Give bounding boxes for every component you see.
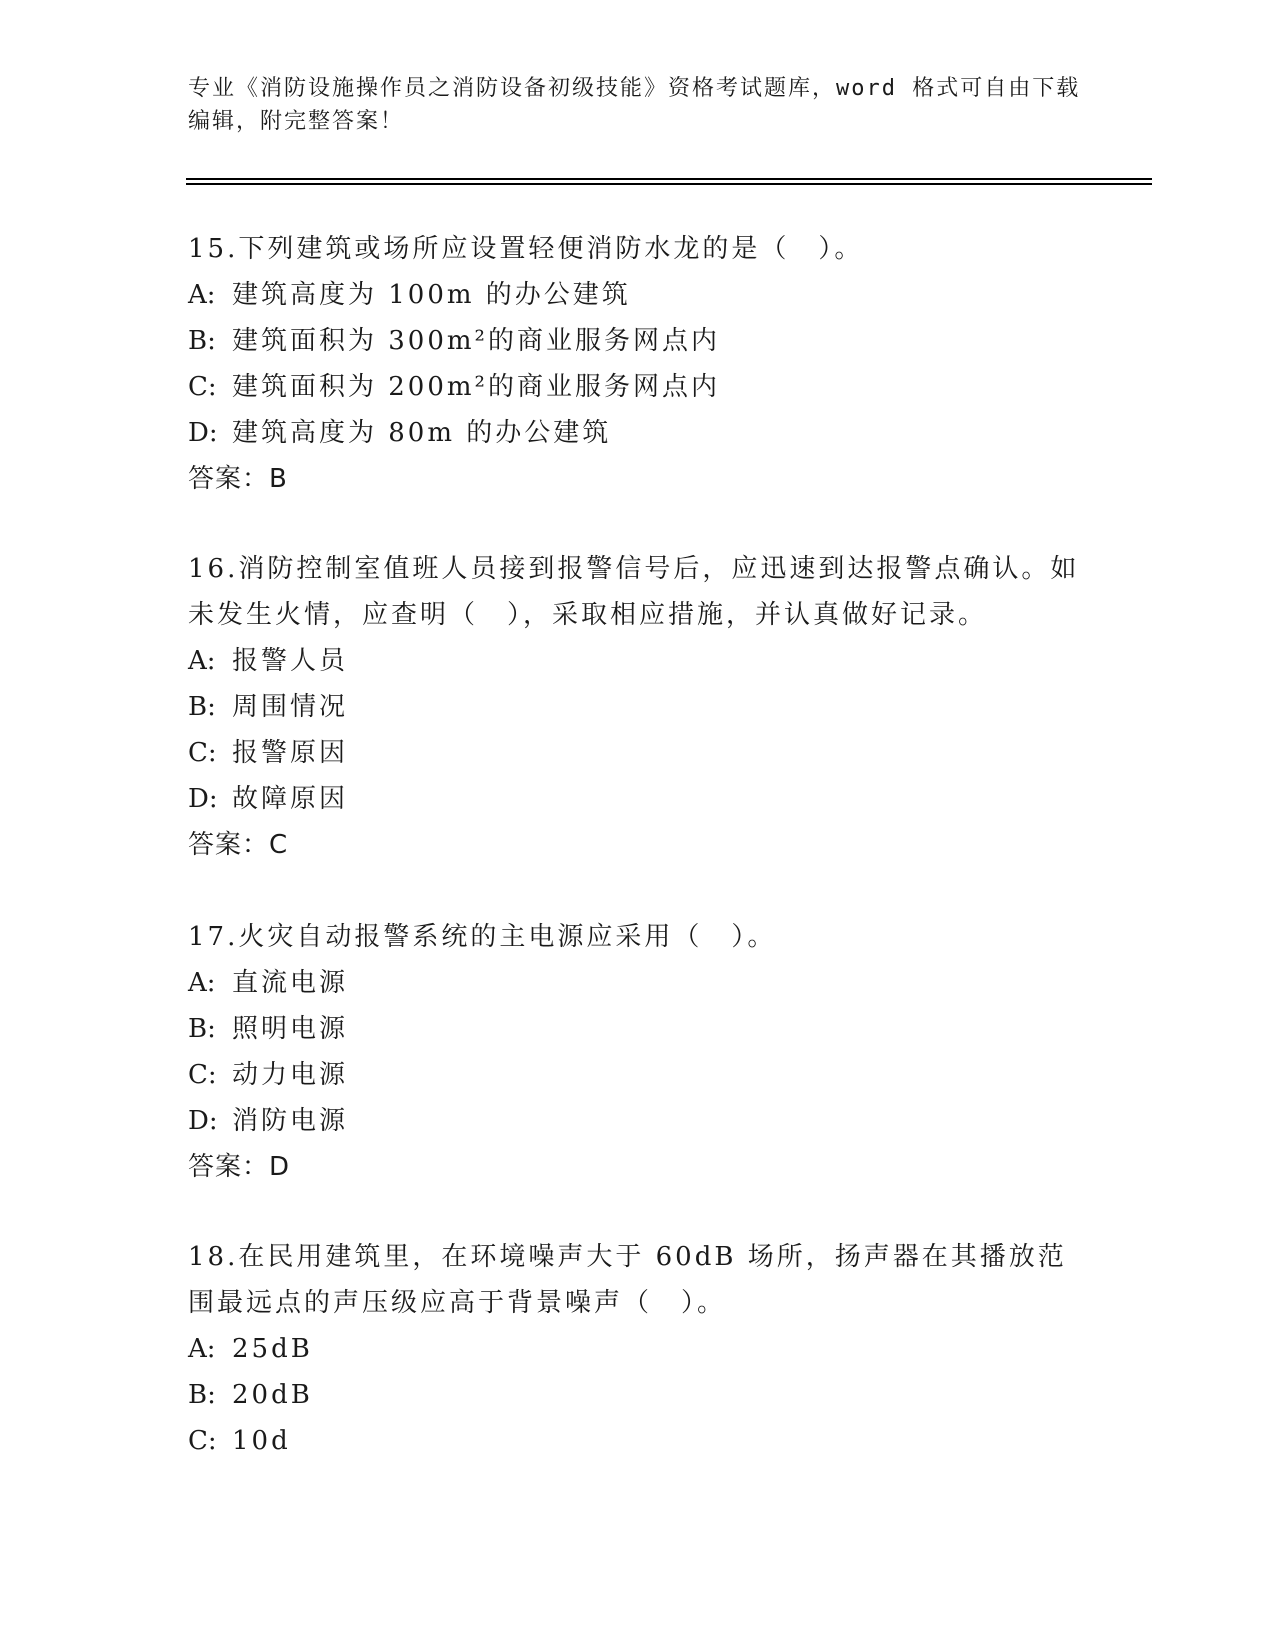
option-key: D:	[188, 1106, 218, 1136]
option-b	[188, 684, 1088, 730]
option-key: B:	[188, 692, 216, 722]
option-d	[188, 410, 1088, 456]
answer-label: 答案：D	[188, 1152, 291, 1182]
question-17	[188, 914, 1088, 1190]
question-16	[188, 546, 1088, 868]
option-key: C:	[188, 372, 217, 402]
option-key: C:	[188, 1426, 217, 1456]
option-key: A:	[188, 968, 216, 998]
option-text: 建筑高度为 80m 的办公建筑	[232, 418, 612, 448]
question-stem: 18.在民用建筑里，在环境噪声大于 60dB 场所，扬声器在其播放范围最远点的声压级应高于背景噪声（ ）。	[188, 1242, 1067, 1318]
option-key: B:	[188, 326, 216, 356]
option-b	[188, 318, 1088, 364]
answer-label: 答案：B	[188, 464, 288, 494]
question-18	[188, 1234, 1088, 1464]
option-key: A:	[188, 646, 216, 676]
option-c	[188, 1418, 1088, 1464]
option-c	[188, 364, 1088, 410]
option-text: 建筑高度为 100m 的办公建筑	[232, 280, 631, 310]
option-a	[188, 1326, 1088, 1372]
question-stem: 16.消防控制室值班人员接到报警信号后，应迅速到达报警点确认。如未发生火情，应查明（ ），采取相应措施，并认真做好记录。	[188, 554, 1080, 630]
option-text: 动力电源	[232, 1060, 349, 1090]
question-stem: 15.下列建筑或场所应设置轻便消防水龙的是（ ）。	[188, 234, 864, 264]
option-b	[188, 1006, 1088, 1052]
option-key: A:	[188, 280, 216, 310]
option-text: 25dB	[232, 1334, 313, 1364]
option-b	[188, 1372, 1088, 1418]
option-text: 20dB	[232, 1380, 313, 1410]
option-a	[188, 638, 1088, 684]
header-divider-top	[186, 178, 1152, 180]
option-text: 建筑面积为 200m²的商业服务网点内	[232, 372, 720, 402]
option-key: C:	[188, 738, 217, 768]
option-text: 照明电源	[232, 1014, 349, 1044]
option-c	[188, 730, 1088, 776]
option-c	[188, 1052, 1088, 1098]
option-text: 故障原因	[232, 784, 349, 814]
option-text: 消防电源	[232, 1106, 349, 1136]
option-key: D:	[188, 784, 218, 814]
option-text: 报警原因	[232, 738, 349, 768]
option-key: D:	[188, 418, 218, 448]
option-text: 10d	[232, 1426, 291, 1456]
option-key: B:	[188, 1014, 216, 1044]
document-header: 专业《消防设施操作员之消防设备初级技能》资格考试题库，word 格式可自由下载编辑，附完整答案！	[188, 76, 1081, 134]
option-d	[188, 1098, 1088, 1144]
option-a	[188, 272, 1088, 318]
option-text: 报警人员	[232, 646, 349, 676]
option-text: 周围情况	[232, 692, 349, 722]
option-key: A:	[188, 1334, 216, 1364]
option-text: 直流电源	[232, 968, 349, 998]
question-15	[188, 226, 1088, 502]
answer-label: 答案：C	[188, 830, 289, 860]
option-text: 建筑面积为 300m²的商业服务网点内	[232, 326, 720, 356]
question-stem: 17.火灾自动报警系统的主电源应采用（ ）。	[188, 922, 777, 952]
option-a	[188, 960, 1088, 1006]
option-d	[188, 776, 1088, 822]
option-key: B:	[188, 1380, 216, 1410]
header-divider-bottom	[186, 183, 1152, 185]
option-key: C:	[188, 1060, 217, 1090]
